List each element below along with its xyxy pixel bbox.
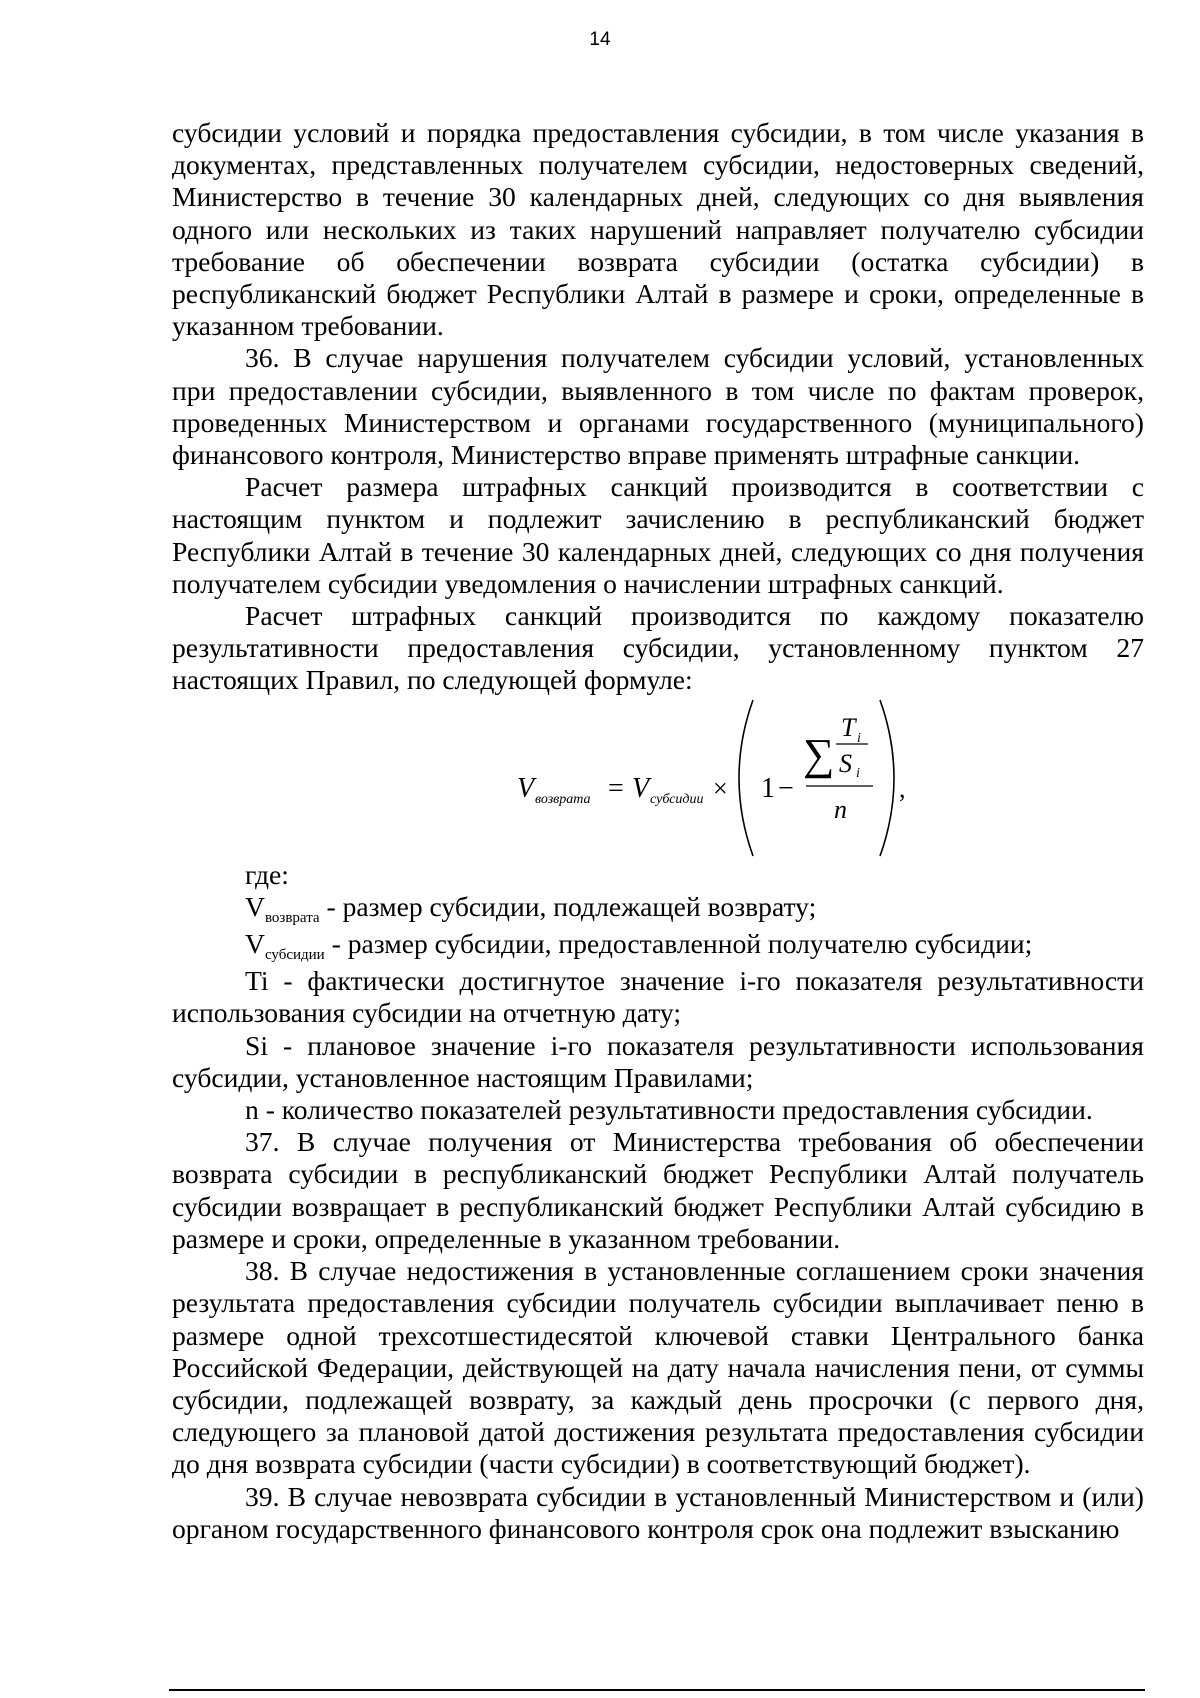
formula-graphic (172, 697, 1144, 859)
paragraph-calculation-2: Расчет штрафных санкций производится по каждому показателю результативности предоставления субсидии, установленному пунктом 27 настоящих Правил, по следующей формуле: (172, 600, 1144, 696)
formula-v-subsidy: V (632, 772, 650, 804)
definition-t: Ti - фактически достигнутое значение i-го показателя результативности использования субсидии на отчетную дату; (172, 965, 1144, 1029)
formula-n: n (834, 794, 847, 824)
document-body (172, 117, 1144, 1545)
footer-rule (169, 1689, 1145, 1691)
formula-equals: = (608, 772, 624, 804)
formula-s-index: i (856, 765, 860, 781)
formula-s: S (839, 748, 852, 778)
formula-t-index: i (857, 730, 861, 746)
definition-s: Si - плановое значение i-го показателя результативности использования субсидии, установленное настоящим Правилами; (172, 1029, 1144, 1093)
definition-v-return-text: - размер субсидии, подлежащей возврату; (319, 890, 817, 922)
paragraph-38: 38. В случае недостижения в установленные соглашением сроки значения результата предоставления субсидии получатель субсидии выплачивает пеню в размере одной трехсотшестидесятой ключевой ставки Центрального банка Российской Федерации, действующей на дату начала начисления пени, от суммы субсидии, подлежащей возврату, за каждый день просрочки (с первого дня, следующего за плановой датой достижения результата предоставления субсидии до дня возврата субсидии (части субсидии) в соответствующий бюджет). (172, 1255, 1144, 1480)
formula-t: T (841, 712, 856, 742)
formula-sub-subsidy: субсидии (650, 791, 704, 807)
definition-v-subsidy-subscript: субсидии (264, 947, 325, 964)
formula-sigma: ∑ (803, 729, 835, 779)
paragraph-39: 39. В случае невозврата субсидии в установленный Министерством и (или) органом государственного финансового контроля срок она подлежит взысканию (172, 1480, 1144, 1544)
formula-v-return: V (517, 772, 535, 804)
definition-v-return (172, 891, 1144, 928)
definition-v-return-subscript: возврата (264, 909, 320, 926)
page-number: 14 (589, 29, 611, 50)
penalty-formula (172, 697, 1144, 859)
paragraph-37: 37. В случае получения от Министерства требования об обеспечении возврата субсидии в республиканский бюджет Республики Алтай получатель субсидии возвращает в республиканский бюджет Республики Алтай субсидию в размере и сроки, определенные в указанном требовании. (172, 1126, 1144, 1254)
formula-right-paren (880, 700, 894, 856)
formula-times: × (713, 773, 728, 803)
paragraph-continuation: субсидии условий и порядка предоставления субсидии, в том числе указания в документах, представленных получателем субсидии, недостоверных сведений, Министерство в течение 30 календарных дней, следующих со дня выявления одного или нескольких из таких нарушений направляет получателю субсидии требование об обеспечении возврата субсидии (остатка субсидии) в республиканский бюджет Республики Алтай в размере и сроки, определенные в указанном требовании. (172, 117, 1144, 342)
paragraph-36: 36. В случае нарушения получателем субсидии условий, установленных при предоставлении субсидии, выявленного в том числе по фактам проверок, проведенных Министерством и органами государственного (муниципального) финансового контроля, Министерство вправе применять штрафные санкции. (172, 342, 1144, 471)
formula-comma: , (899, 773, 906, 803)
paragraph-calculation-1: Расчет размера штрафных санкций производится в соответствии с настоящим пунктом и подлежит зачислению в республиканский бюджет Республики Алтай в течение 30 календарных дней, следующих со дня получения получателем субсидии уведомления о начислении штрафных санкций. (172, 471, 1144, 599)
where-label: где: (245, 858, 289, 890)
formula-sub-return: возврата (535, 791, 591, 807)
formula-minus: − (778, 772, 794, 804)
definition-v-subsidy-symbol: V (245, 928, 265, 960)
formula-one: 1 (761, 772, 775, 804)
definition-n: n - количество показателей результативности предоставления субсидии. (245, 1094, 1093, 1126)
definition-v-subsidy-text: - размер субсидии, предоставленной получателю субсидии; (324, 928, 1033, 960)
definition-v-return-symbol: V (245, 890, 265, 922)
definition-v-subsidy (172, 928, 1144, 965)
formula-left-paren (739, 700, 753, 856)
